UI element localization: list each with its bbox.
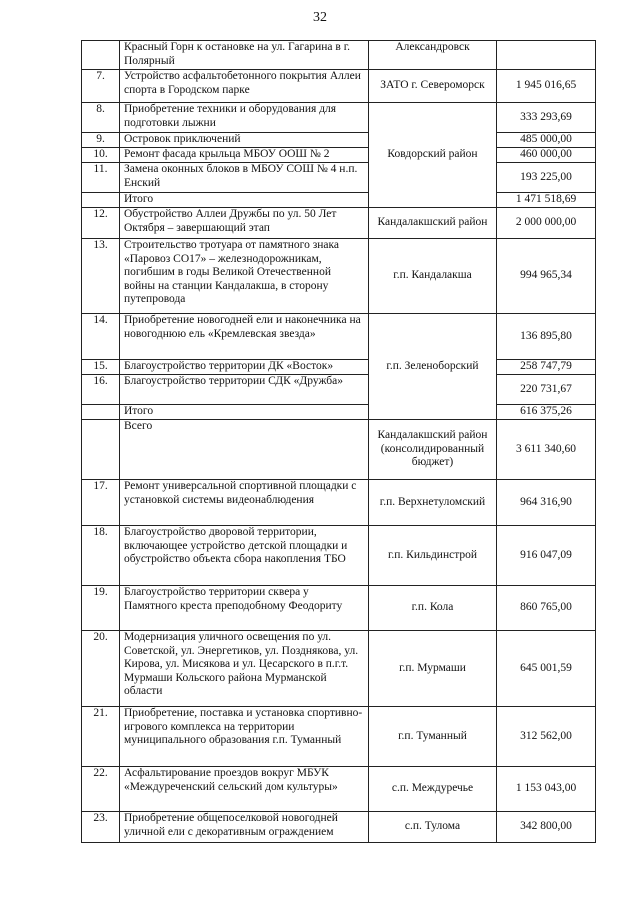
- row-number: 19.: [82, 586, 120, 631]
- amount: 2 000 000,00: [497, 208, 596, 239]
- amount: 916 047,09: [497, 526, 596, 586]
- row-number: 17.: [82, 480, 120, 526]
- table-row: [82, 631, 596, 707]
- amount: 485 000,00: [497, 133, 596, 148]
- row-number: [82, 193, 120, 208]
- amount: 333 293,69: [497, 103, 596, 133]
- subtotal-row: [82, 405, 596, 420]
- amount: 1 945 016,65: [497, 70, 596, 103]
- page-number: 32: [313, 10, 327, 25]
- table-row: [82, 148, 596, 163]
- table-row: [82, 239, 596, 314]
- amount: 860 765,00: [497, 586, 596, 631]
- table-row: [82, 41, 596, 70]
- table-row: [82, 480, 596, 526]
- amount: 220 731,67: [497, 375, 596, 405]
- amount: 460 000,00: [497, 148, 596, 163]
- municipality: Александровск: [369, 41, 497, 70]
- row-number: 18.: [82, 526, 120, 586]
- amount: 193 225,00: [497, 163, 596, 193]
- subtotal-row: [82, 193, 596, 208]
- projects-table: [81, 40, 596, 843]
- amount: 994 965,34: [497, 239, 596, 314]
- table-row: [82, 360, 596, 375]
- row-number: 23.: [82, 812, 120, 843]
- project-name: Благоустройство дворовой территории, включающее устройство детской площадки и обустройство объекта сбора накопления ТБО: [120, 526, 369, 586]
- project-name: Ремонт фасада крыльца МБОУ ООШ № 2: [120, 148, 369, 163]
- table-row: [82, 208, 596, 239]
- table-row: [82, 526, 596, 586]
- amount: 312 562,00: [497, 707, 596, 767]
- project-name: Островок приключений: [120, 133, 369, 148]
- subtotal-amount: 616 375,26: [497, 405, 596, 420]
- row-number: 14.: [82, 314, 120, 360]
- row-number: 9.: [82, 133, 120, 148]
- project-name: Приобретение техники и оборудования для подготовки лыжни: [120, 103, 369, 133]
- amount: 1 153 043,00: [497, 767, 596, 812]
- municipality: г.п. Кола: [369, 586, 497, 631]
- project-name: Асфальтирование проездов вокруг МБУК «Междуреченский сельский дом культуры»: [120, 767, 369, 812]
- subtotal-amount: 1 471 518,69: [497, 193, 596, 208]
- row-number: 8.: [82, 103, 120, 133]
- project-name: Благоустройство территории ДК «Восток»: [120, 360, 369, 375]
- row-number: 12.: [82, 208, 120, 239]
- table-row: [82, 314, 596, 360]
- municipality: Кандалакшский район: [369, 208, 497, 239]
- total-label: Всего: [120, 420, 369, 480]
- row-number: [82, 420, 120, 480]
- table-row: [82, 163, 596, 193]
- row-number: 7.: [82, 70, 120, 103]
- municipality: Кандалакшский район (консолидированный бюджет): [369, 420, 497, 480]
- table-row: [82, 707, 596, 767]
- total-amount: 3 611 340,60: [497, 420, 596, 480]
- project-name: Приобретение, поставка и установка спортивно-игрового комплекса на территории муниципального образования г.п. Туманный: [120, 707, 369, 767]
- row-number: 21.: [82, 707, 120, 767]
- table-row: [82, 586, 596, 631]
- row-number: 15.: [82, 360, 120, 375]
- row-number: 10.: [82, 148, 120, 163]
- municipality: г.п. Зеленоборский: [369, 314, 497, 420]
- project-name: Устройство асфальтобетонного покрытия Аллеи спорта в Городском парке: [120, 70, 369, 103]
- amount: 342 800,00: [497, 812, 596, 843]
- table-row: [82, 375, 596, 405]
- project-name: Красный Горн к остановке на ул. Гагарина в г. Полярный: [120, 41, 369, 70]
- table-row: [82, 767, 596, 812]
- municipality: г.п. Мурмаши: [369, 631, 497, 707]
- amount: 645 001,59: [497, 631, 596, 707]
- subtotal-label: Итого: [120, 193, 369, 208]
- row-number: 22.: [82, 767, 120, 812]
- subtotal-label: Итого: [120, 405, 369, 420]
- municipality: ЗАТО г. Североморск: [369, 70, 497, 103]
- project-name: Ремонт универсальной спортивной площадки с установкой системы видеонаблюдения: [120, 480, 369, 526]
- project-name: Обустройство Аллеи Дружбы по ул. 50 Лет Октября – завершающий этап: [120, 208, 369, 239]
- amount: [497, 41, 596, 70]
- row-number: 20.: [82, 631, 120, 707]
- project-name: Замена оконных блоков в МБОУ СОШ № 4 н.п. Енский: [120, 163, 369, 193]
- municipality: г.п. Верхнетуломский: [369, 480, 497, 526]
- total-row: [82, 420, 596, 480]
- row-number: 11.: [82, 163, 120, 193]
- amount: 964 316,90: [497, 480, 596, 526]
- table-row: [82, 70, 596, 103]
- project-name: Благоустройство территории СДК «Дружба»: [120, 375, 369, 405]
- municipality: с.п. Междуречье: [369, 767, 497, 812]
- municipality: г.п. Кандалакша: [369, 239, 497, 314]
- municipality: с.п. Тулома: [369, 812, 497, 843]
- row-number: 13.: [82, 239, 120, 314]
- row-number: 16.: [82, 375, 120, 405]
- municipality: г.п. Кильдинстрой: [369, 526, 497, 586]
- project-name: Приобретение общепоселковой новогодней уличной ели с декоративным ограждением: [120, 812, 369, 843]
- table-row: [82, 812, 596, 843]
- table-row: [82, 103, 596, 133]
- table-row: [82, 133, 596, 148]
- row-number: [82, 405, 120, 420]
- municipality: Ковдорский район: [369, 103, 497, 208]
- amount: 136 895,80: [497, 314, 596, 360]
- project-name: Модернизация уличного освещения по ул. Советской, ул. Энергетиков, ул. Позднякова, ул. Кирова, ул. Мисякова и ул. Цесарского в п.г.т. Мурмаши Кольского района Мурманской области: [120, 631, 369, 707]
- project-name: Строительство тротуара от памятного знака «Паровоз СО17» – железнодорожникам, погибшим в годы Великой Отечественной войны на станции Кандалакша, в сторону путепровода: [120, 239, 369, 314]
- project-name: Приобретение новогодней ели и наконечника на новогоднюю ель «Кремлевская звезда»: [120, 314, 369, 360]
- municipality: г.п. Туманный: [369, 707, 497, 767]
- row-number: [82, 41, 120, 70]
- project-name: Благоустройство территории сквера у Памятного креста преподобному Феодориту: [120, 586, 369, 631]
- amount: 258 747,79: [497, 360, 596, 375]
